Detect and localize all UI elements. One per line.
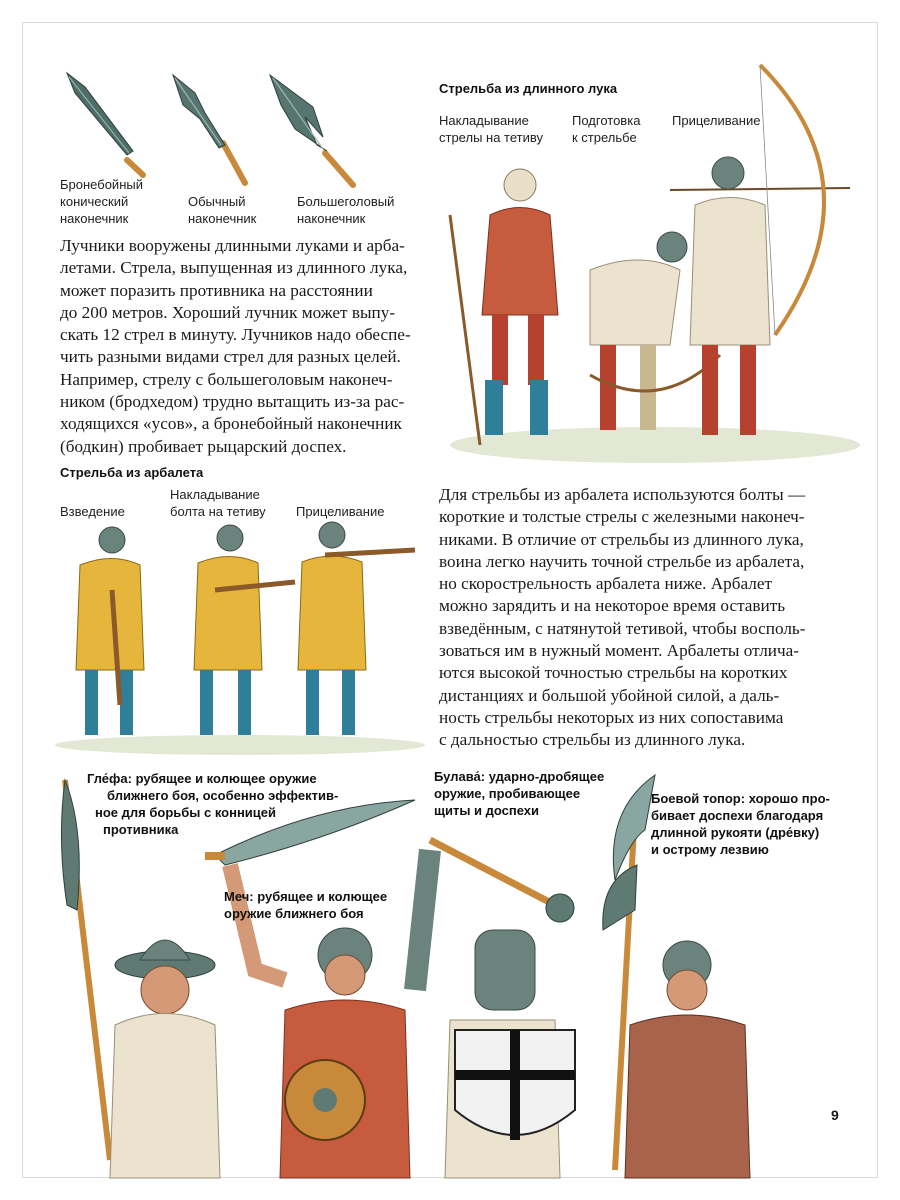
longbow-archers-illustration xyxy=(440,55,870,475)
longbow-step-aiming: Прицеливание xyxy=(672,113,761,128)
crossbowman-cocking-figure xyxy=(76,527,144,735)
longbow-step-prepare: Подготовка к стрельбе xyxy=(572,113,641,145)
archer-aiming-figure xyxy=(670,65,850,435)
bodkin-arrowhead-icon xyxy=(67,73,143,175)
longbow-step-nocking: Накладывание стрелы на тетиву xyxy=(439,113,543,145)
crossbow-step-cocking: Взведение xyxy=(60,504,125,519)
glaive-caption: Гле́фа: рубящее и колющее оружие ближнего боя, особенно эффектив- ное для борьбы с конницей противника xyxy=(87,771,339,837)
crossbow-step-aiming: Прицеливание xyxy=(296,504,385,519)
archer-nocking-figure xyxy=(450,169,558,445)
page-number: 9 xyxy=(831,1107,839,1123)
caption-broadhead: Большеголовый наконечник xyxy=(297,194,395,226)
archers-paragraph: Лучники вооружены длинными луками и арба- летами. Стрела, выпущенная из длинного лука, может поразить противника на расстоянии до 200 метров. Хороший лучник может выпу- скать 12 стрел в минуту. Лучников надо обеспе- чить разными видами стрел для разных целей. Например, стрелу с большеголовым наконеч- ником (бродхедом) трудно вытащить из-за рас- ходящихся «усов», а бронебойный наконечник (бодкин) пробивает рыцарский доспех. xyxy=(60,236,411,456)
crossbow-title: Стрельба из арбалета xyxy=(60,465,204,480)
caption-common: Обычный наконечник xyxy=(188,194,257,226)
mace-soldier-figure xyxy=(415,840,575,1178)
common-arrowhead-icon xyxy=(173,75,245,183)
longbow-title: Стрельба из длинного лука xyxy=(439,81,618,96)
sword-soldier-figure xyxy=(205,800,415,1178)
glaive-soldier-figure xyxy=(61,780,220,1178)
broadhead-arrowhead-icon xyxy=(270,75,353,185)
mace-caption: Булава́: ударно-дробящее оружие, пробивающее щиты и доспехи xyxy=(434,769,605,818)
crossbow-paragraph: Для стрельбы из арбалета используются болты — короткие и толстые стрелы с железными наконеч- никами. В отличие от стрельбы из длинного лука, воина легко научить точной стрельбе из арбалета, но скорострельность арбалета ниже. Арбалет можно зарядить и на некоторое время оставить взведённым, с натянутой тетивой, чтобы восполь- зоваться им в нужный момент. Арбалеты отлича- ются высокой точностью стрельбы на коротких дистанциях и большой убойной силой, а даль- ность стрельбы некоторых из них сопоставима с дальностью стрельбы из длинного лука. xyxy=(439,485,806,750)
crossbowmen-illustration xyxy=(40,520,430,760)
sword-caption: Меч: рубящее и колющее оружие ближнего боя xyxy=(224,889,388,921)
crossbowman-aiming-figure xyxy=(298,522,415,735)
caption-bodkin: Бронебойный конический наконечник xyxy=(60,177,143,226)
crossbow-step-loading: Накладывание болта на тетиву xyxy=(170,487,266,519)
crossbowman-loading-figure xyxy=(194,525,295,735)
axe-caption: Боевой топор: хорошо про- бивает доспехи благодаря длинной рукояти (дре́вку) и острому лезвию xyxy=(651,791,830,857)
